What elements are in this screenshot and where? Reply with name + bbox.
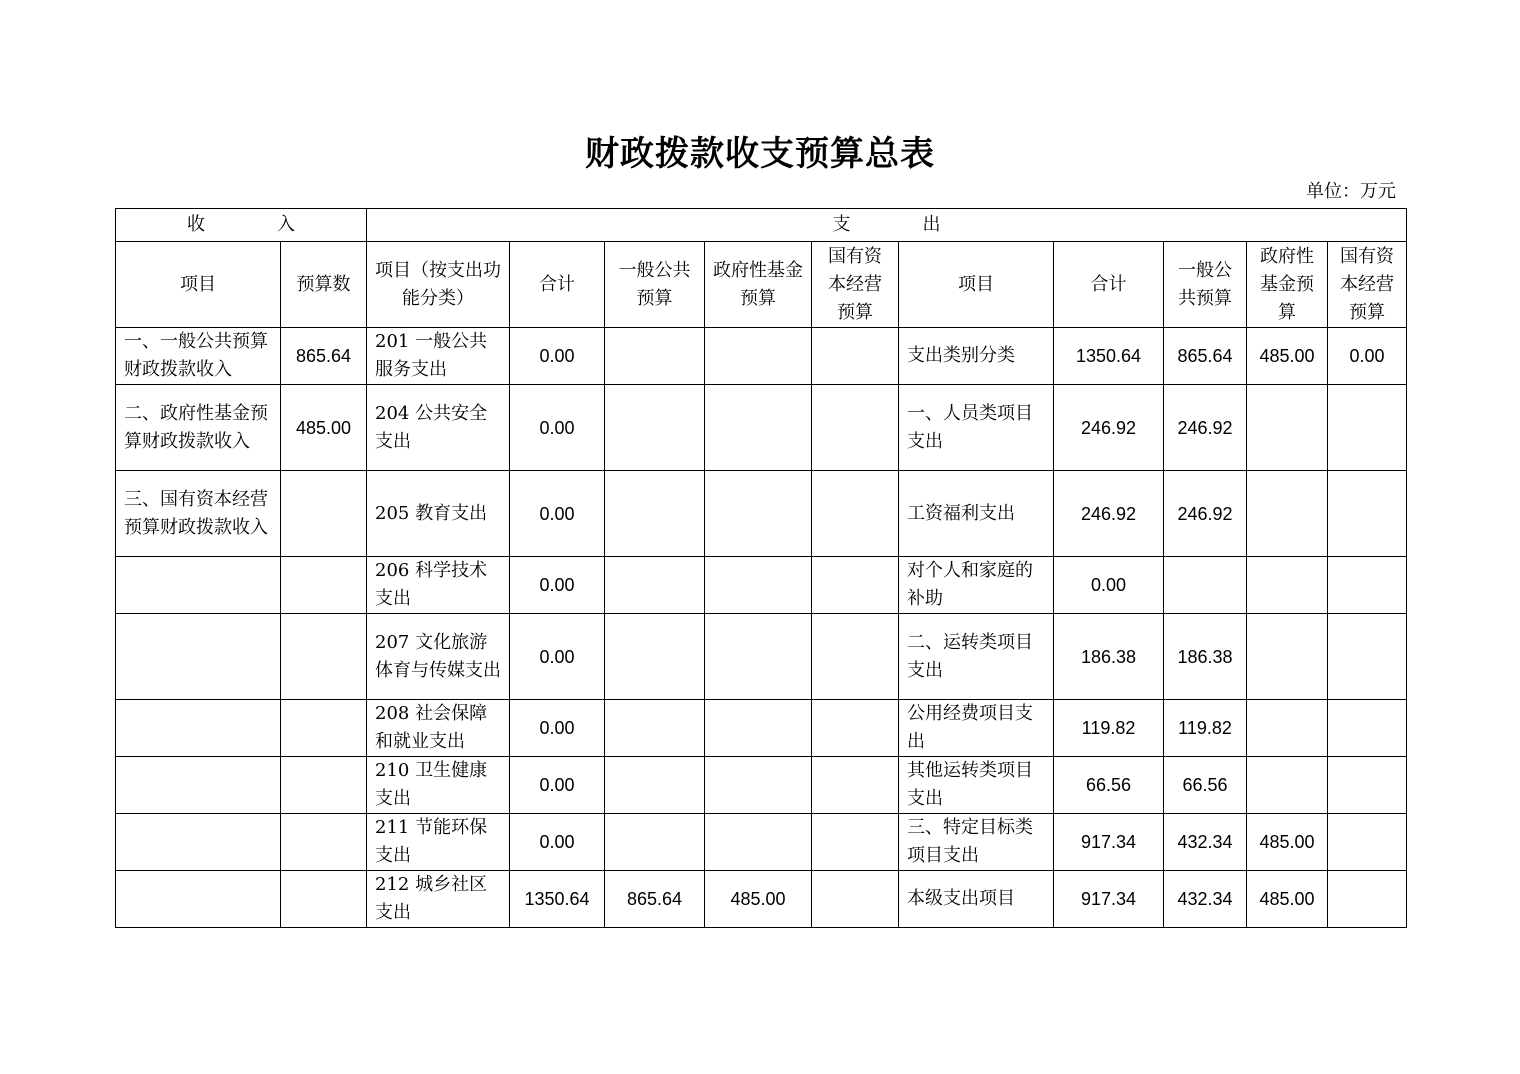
- table-row: [116, 757, 1407, 814]
- function-total-cell: 0.00: [510, 557, 605, 614]
- expense-fund-cell: [1247, 557, 1328, 614]
- function-general-cell: [605, 557, 705, 614]
- expense-fund-cell: 485.00: [1247, 871, 1328, 928]
- income-amount-cell: 485.00: [281, 385, 367, 471]
- col-header-function-item: 项目（按支出功能分类）: [367, 242, 510, 328]
- income-item-cell: [116, 700, 281, 757]
- table-row: [116, 385, 1407, 471]
- income-item-cell: [116, 757, 281, 814]
- income-item-cell: [116, 814, 281, 871]
- page-title: 财政拨款收支预算总表: [585, 134, 935, 174]
- function-state-cell: [812, 757, 899, 814]
- expense-total-cell: 1350.64: [1054, 328, 1164, 385]
- function-item-cell: 208 社会保障和就业支出: [367, 700, 510, 757]
- expense-state-cell: [1328, 700, 1407, 757]
- function-fund-cell: [705, 471, 812, 557]
- table-row: [116, 814, 1407, 871]
- expense-general-cell: 432.34: [1164, 814, 1247, 871]
- expense-general-cell: 66.56: [1164, 757, 1247, 814]
- function-general-cell: [605, 814, 705, 871]
- expense-group-header: 支 出: [367, 209, 1407, 242]
- income-item-cell: [116, 871, 281, 928]
- function-fund-cell: [705, 700, 812, 757]
- income-amount-cell: [281, 471, 367, 557]
- function-state-cell: [812, 471, 899, 557]
- expense-fund-cell: [1247, 471, 1328, 557]
- expense-state-cell: 0.00: [1328, 328, 1407, 385]
- expense-total-cell: 246.92: [1054, 385, 1164, 471]
- function-general-cell: [605, 385, 705, 471]
- col-header-expense-item: 项目: [899, 242, 1054, 328]
- expense-item-cell: 三、特定目标类项目支出: [899, 814, 1054, 871]
- table-row: [116, 557, 1407, 614]
- expense-state-cell: [1328, 471, 1407, 557]
- col-header-function-total: 合计: [510, 242, 605, 328]
- expense-fund-cell: [1247, 757, 1328, 814]
- expense-total-cell: 66.56: [1054, 757, 1164, 814]
- function-item-cell: 210 卫生健康支出: [367, 757, 510, 814]
- function-general-cell: [605, 614, 705, 700]
- expense-general-cell: 119.82: [1164, 700, 1247, 757]
- income-amount-cell: 865.64: [281, 328, 367, 385]
- function-state-cell: [812, 814, 899, 871]
- function-general-cell: [605, 471, 705, 557]
- function-fund-cell: 485.00: [705, 871, 812, 928]
- function-total-cell: 0.00: [510, 757, 605, 814]
- function-item-cell: 204 公共安全支出: [367, 385, 510, 471]
- expense-total-cell: 246.92: [1054, 471, 1164, 557]
- expense-state-cell: [1328, 814, 1407, 871]
- expense-item-cell: 对个人和家庭的补助: [899, 557, 1054, 614]
- expense-item-cell: 二、运转类项目支出: [899, 614, 1054, 700]
- expense-fund-cell: [1247, 700, 1328, 757]
- expense-fund-cell: [1247, 385, 1328, 471]
- function-fund-cell: [705, 385, 812, 471]
- function-state-cell: [812, 328, 899, 385]
- function-total-cell: 1350.64: [510, 871, 605, 928]
- table-row: [116, 614, 1407, 700]
- function-total-cell: 0.00: [510, 385, 605, 471]
- col-header-expense-total: 合计: [1054, 242, 1164, 328]
- expense-state-cell: [1328, 614, 1407, 700]
- income-amount-cell: [281, 557, 367, 614]
- function-total-cell: 0.00: [510, 700, 605, 757]
- expense-total-cell: 917.34: [1054, 871, 1164, 928]
- expense-state-cell: [1328, 757, 1407, 814]
- function-total-cell: 0.00: [510, 814, 605, 871]
- expense-item-cell: 公用经费项目支出: [899, 700, 1054, 757]
- expense-state-cell: [1328, 871, 1407, 928]
- income-amount-cell: [281, 757, 367, 814]
- expense-total-cell: 119.82: [1054, 700, 1164, 757]
- income-item-cell: [116, 557, 281, 614]
- function-total-cell: 0.00: [510, 328, 605, 385]
- function-total-cell: 0.00: [510, 471, 605, 557]
- expense-general-cell: 432.34: [1164, 871, 1247, 928]
- col-header-expense-general: 一般公共预算: [1164, 242, 1247, 328]
- expense-fund-cell: 485.00: [1247, 814, 1328, 871]
- expense-item-cell: 其他运转类项目支出: [899, 757, 1054, 814]
- col-header-income-amount: 预算数: [281, 242, 367, 328]
- function-item-cell: 205 教育支出: [367, 471, 510, 557]
- expense-item-cell: 支出类别分类: [899, 328, 1054, 385]
- group-header-row: [116, 209, 1407, 242]
- expense-total-cell: 186.38: [1054, 614, 1164, 700]
- expense-item-cell: 一、人员类项目支出: [899, 385, 1054, 471]
- income-item-cell: [116, 614, 281, 700]
- income-amount-cell: [281, 700, 367, 757]
- col-header-function-general: 一般公共预算: [605, 242, 705, 328]
- function-fund-cell: [705, 814, 812, 871]
- table-row: [116, 328, 1407, 385]
- income-item-cell: 二、政府性基金预算财政拨款收入: [116, 385, 281, 471]
- function-item-cell: 207 文化旅游体育与传媒支出: [367, 614, 510, 700]
- function-state-cell: [812, 385, 899, 471]
- expense-state-cell: [1328, 557, 1407, 614]
- function-general-cell: [605, 757, 705, 814]
- expense-total-cell: 0.00: [1054, 557, 1164, 614]
- function-item-cell: 211 节能环保支出: [367, 814, 510, 871]
- function-item-cell: 201 一般公共服务支出: [367, 328, 510, 385]
- function-state-cell: [812, 871, 899, 928]
- col-header-function-state: 国有资本经营预算: [812, 242, 899, 328]
- expense-item-cell: 本级支出项目: [899, 871, 1054, 928]
- function-item-cell: 212 城乡社区支出: [367, 871, 510, 928]
- function-fund-cell: [705, 614, 812, 700]
- expense-general-cell: 246.92: [1164, 471, 1247, 557]
- table-row: [116, 871, 1407, 928]
- function-state-cell: [812, 700, 899, 757]
- income-item-cell: 一、一般公共预算财政拨款收入: [116, 328, 281, 385]
- col-header-function-fund: 政府性基金预算: [705, 242, 812, 328]
- function-fund-cell: [705, 557, 812, 614]
- table-row: [116, 700, 1407, 757]
- function-fund-cell: [705, 328, 812, 385]
- income-amount-cell: [281, 814, 367, 871]
- income-amount-cell: [281, 614, 367, 700]
- table-row: [116, 471, 1407, 557]
- column-header-row: [116, 242, 1407, 328]
- function-state-cell: [812, 557, 899, 614]
- function-fund-cell: [705, 757, 812, 814]
- function-general-cell: 865.64: [605, 871, 705, 928]
- expense-general-cell: 186.38: [1164, 614, 1247, 700]
- function-item-cell: 206 科学技术支出: [367, 557, 510, 614]
- expense-general-cell: [1164, 557, 1247, 614]
- col-header-expense-state: 国有资本经营预算: [1328, 242, 1407, 328]
- unit-label: 单位：万元: [1306, 181, 1396, 202]
- expense-general-cell: 865.64: [1164, 328, 1247, 385]
- function-general-cell: [605, 700, 705, 757]
- income-item-cell: 三、国有资本经营预算财政拨款收入: [116, 471, 281, 557]
- income-group-header: 收 入: [116, 209, 367, 242]
- function-state-cell: [812, 614, 899, 700]
- expense-fund-cell: 485.00: [1247, 328, 1328, 385]
- expense-item-cell: 工资福利支出: [899, 471, 1054, 557]
- income-amount-cell: [281, 871, 367, 928]
- expense-fund-cell: [1247, 614, 1328, 700]
- function-total-cell: 0.00: [510, 614, 605, 700]
- col-header-income-item: 项目: [116, 242, 281, 328]
- expense-state-cell: [1328, 385, 1407, 471]
- budget-table: [115, 208, 1407, 928]
- function-general-cell: [605, 328, 705, 385]
- expense-total-cell: 917.34: [1054, 814, 1164, 871]
- expense-general-cell: 246.92: [1164, 385, 1247, 471]
- col-header-expense-fund: 政府性基金预算: [1247, 242, 1328, 328]
